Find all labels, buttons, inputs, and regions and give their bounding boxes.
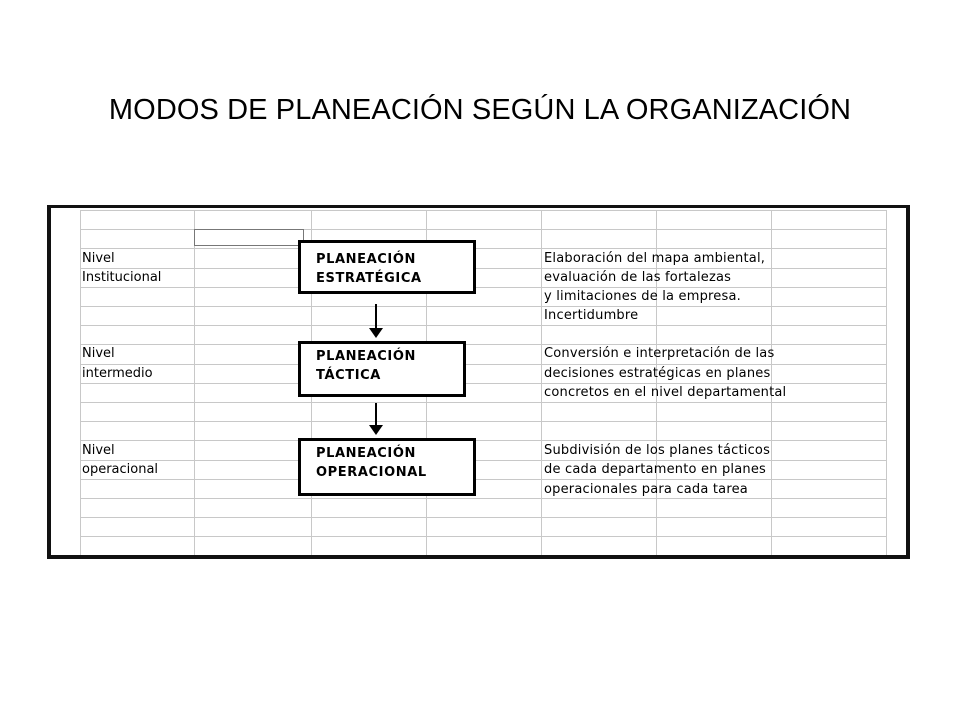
box-2-line-2: TÁCTICA	[316, 368, 381, 383]
grid-row-line	[80, 325, 886, 326]
grid-column-line	[886, 210, 887, 555]
grid-row-line	[80, 402, 886, 403]
grid-row-line	[80, 421, 886, 422]
level-3-description-line-3: operacionales para cada tarea	[544, 482, 748, 497]
grid-row-line	[80, 479, 886, 480]
box-1-line-2: ESTRATÉGICA	[316, 271, 422, 286]
down-arrow-icon	[369, 403, 383, 435]
level-2-label-line-2: intermedio	[82, 366, 153, 381]
spreadsheet-frame	[47, 205, 910, 559]
grid-row-line	[80, 268, 886, 269]
level-3-description-line-1: Subdivisión de los planes tácticos	[544, 443, 771, 458]
grid-row-line	[80, 536, 886, 537]
box-2-line-1: PLANEACIÓN	[316, 349, 417, 364]
level-2-description-line-2: decisiones estratégicas en planes	[544, 366, 771, 381]
level-1-label-line-1: Nivel	[82, 251, 115, 266]
down-arrow-icon	[369, 304, 383, 338]
box-3-line-1: PLANEACIÓN	[316, 446, 417, 461]
box-1-line-1: PLANEACIÓN	[316, 252, 417, 267]
grid-row-line	[80, 498, 886, 499]
level-1-description-line-4: Incertidumbre	[544, 308, 639, 323]
level-1-description-line-3: y limitaciones de la empresa.	[544, 289, 741, 304]
box-3-line-2: OPERACIONAL	[316, 465, 427, 480]
grid-row-line	[80, 517, 886, 518]
level-1-description-line-1: Elaboración del mapa ambiental,	[544, 251, 766, 266]
grid-row-line	[80, 287, 886, 288]
level-3-label-line-1: Nivel	[82, 443, 115, 458]
grid-row-line	[80, 306, 886, 307]
selected-cell[interactable]	[194, 229, 304, 246]
grid-row-line	[80, 210, 886, 211]
level-3-label-line-2: operacional	[82, 462, 159, 477]
level-3-description-line-2: de cada departamento en planes	[544, 462, 767, 477]
level-2-label-line-1: Nivel	[82, 346, 115, 361]
operational-planning-box	[298, 438, 476, 496]
slide-title: MODOS DE PLANEACIÓN SEGÚN LA ORGANIZACIÓN	[108, 94, 852, 126]
tactical-planning-box	[298, 341, 466, 397]
strategic-planning-box	[298, 240, 476, 294]
level-1-label-line-2: Institucional	[82, 270, 162, 285]
level-1-description-line-2: evaluación de las fortalezas	[544, 270, 732, 285]
level-2-description-line-3: concretos en el nivel departamental	[544, 385, 787, 400]
level-2-description-line-1: Conversión e interpretación de las	[544, 346, 775, 361]
